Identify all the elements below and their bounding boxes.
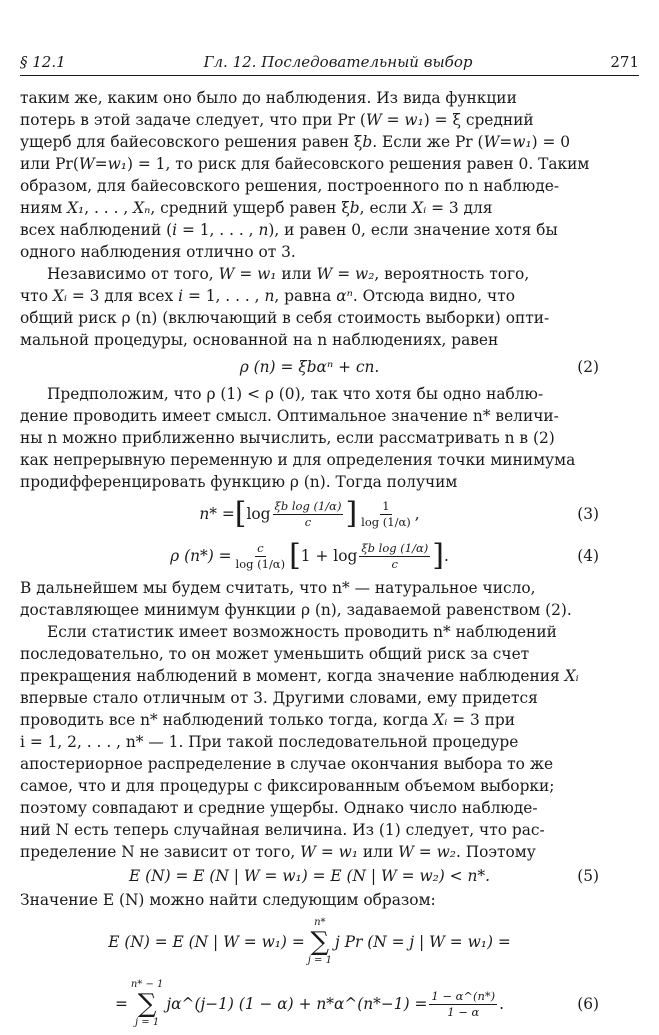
- equation-tag: (2): [577, 358, 599, 376]
- equation-lhs: ρ (n*) =: [170, 547, 232, 565]
- fraction-denominator: 1 − α: [447, 1004, 480, 1019]
- text-line: Значение E (N) можно найти следующим образом:: [20, 891, 436, 909]
- equation-tag: (5): [577, 867, 599, 885]
- equation-6-line-1: [20, 911, 599, 973]
- fraction-denominator: log (1/α): [235, 556, 286, 571]
- fraction: [359, 541, 430, 572]
- fraction-numerator: 1: [382, 498, 390, 513]
- paragraph-5: [20, 621, 599, 863]
- equation-6-line-2: [20, 973, 599, 1035]
- equation-rhs: j Pr (N = j | W = w₁) =: [334, 933, 511, 951]
- text-line: дение проводить имеет смысл. Оптимальное значение n* величи-: [20, 407, 559, 425]
- fraction: [429, 989, 497, 1020]
- text-line: как непрерывную переменную и для определения точки минимума: [20, 451, 576, 469]
- equation-lhs: E (N) = E (N | W = w₁) =: [108, 933, 305, 951]
- text-line: Если статистик имеет возможность проводить n* наблюдений: [47, 623, 557, 641]
- equation-punct: ,: [414, 505, 420, 523]
- right-bracket: ]: [432, 538, 444, 573]
- paragraph-1: [20, 87, 599, 263]
- summation: [308, 917, 332, 967]
- text-line: одного наблюдения отлично от 3.: [20, 243, 296, 261]
- equation-tag: (6): [577, 995, 599, 1013]
- fraction-denominator: c: [391, 556, 398, 571]
- summation: [131, 979, 164, 1029]
- page-body: [20, 87, 599, 1035]
- paragraph-6: [20, 889, 599, 911]
- text-line: мальной процедуры, основанной на n наблюдениях, равен: [20, 331, 499, 349]
- paragraph-4: [20, 577, 599, 621]
- equation-tag: (3): [577, 505, 599, 523]
- text-line: поэтому совпадают и средние ущербы. Однако число наблюде-: [20, 799, 538, 817]
- header-rule: [20, 75, 639, 76]
- left-bracket: [: [234, 496, 247, 531]
- equation-lhs: n* =: [199, 505, 235, 523]
- text-line: прекращения наблюдений в момент, когда значение наблюдения Xᵢ: [20, 667, 579, 685]
- text-line: что Xᵢ = 3 для всех i = 1, . . . , n, равна αⁿ. Отсюда видно, что: [20, 287, 515, 305]
- sigma-symbol: ∑: [137, 989, 157, 1019]
- fraction-denominator: c: [304, 514, 312, 529]
- text-line: самое, что и для процедуры с фиксированным объемом выборки;: [20, 777, 555, 795]
- fraction: [359, 499, 413, 530]
- fraction: [273, 499, 344, 530]
- left-bracket: [: [289, 538, 301, 573]
- page-number: 271: [610, 53, 639, 71]
- text-line: доставляющее минимум функции ρ (n), задаваемой равенством (2).: [20, 601, 572, 619]
- text-line: таким же, каким оно было до наблюдения. Из вида функции: [20, 89, 517, 107]
- equation-expression: ρ (n) = ξbαⁿ + cn.: [239, 358, 380, 376]
- text-line: потерь в этой задаче следует, что при Pr (W = w₁) = ξ средний: [20, 111, 534, 129]
- fraction-numerator: 1 − α^(n*): [431, 988, 496, 1003]
- text-line: проводить все n* наблюдений только тогда, когда Xᵢ = 3 при: [20, 711, 516, 729]
- paragraph-3: [20, 383, 599, 493]
- sigma-symbol: ∑: [310, 927, 330, 957]
- text-line: i = 1, 2, . . . , n* — 1. При такой последовательной процедуре: [20, 733, 519, 751]
- text-line: впервые стало отличным от 3. Другими словами, ему придется: [20, 689, 538, 707]
- text-line: или Pr(W=w₁) = 1, то риск для байесовского решения равен 0. Таким: [20, 155, 590, 173]
- running-title: Гл. 12. Последовательный выбор: [203, 53, 473, 71]
- text-line: апостериорное распределение в случае окончания выбора то же: [20, 755, 554, 773]
- page-header: [20, 47, 639, 71]
- text-line: пределение N не зависит от того, W = w₁ или W = w₂. Поэтому: [20, 843, 536, 861]
- sum-upper-limit: n* − 1: [130, 979, 164, 990]
- text-line: В дальнейшем мы будем считать, что n* — натуральное число,: [20, 579, 536, 597]
- equation-tag: (4): [577, 547, 599, 565]
- text-line: всех наблюдений (i = 1, . . . , n), и равен 0, если значение хотя бы: [20, 221, 558, 239]
- equation-4: [20, 535, 599, 577]
- text-line: образом, для байесовского решения, построенного по n наблюде-: [20, 177, 560, 195]
- text-line: ущерб для байесовского решения равен ξb. Если же Pr (W=w₁) = 0: [20, 133, 571, 151]
- text-line: Предположим, что ρ (1) < ρ (0), так что хотя бы одно наблю-: [47, 385, 544, 403]
- equation-5: [20, 863, 599, 889]
- text-line: ниям X₁, . . . , Xₙ, средний ущерб равен ξb, если Xᵢ = 3 для: [20, 199, 493, 217]
- section-number: § 12.1: [20, 53, 66, 71]
- equation-punct: .: [499, 995, 505, 1013]
- paragraph-2: [20, 263, 599, 351]
- fraction-numerator: c: [257, 540, 264, 555]
- equation-punct: .: [443, 547, 449, 565]
- log-operator: log: [246, 505, 271, 523]
- equation-2: [20, 351, 599, 383]
- text-line: ны n можно приближенно вычислить, если рассматривать n в (2): [20, 429, 555, 447]
- sum-lower-limit: j = 1: [135, 1017, 160, 1028]
- equals-sign: =: [114, 995, 128, 1013]
- text-line: общий риск ρ (n) (включающий в себя стоимость выборки) опти-: [20, 309, 550, 327]
- fraction-denominator: log (1/α): [361, 514, 411, 529]
- fraction-numerator: ξb log (1/α): [274, 498, 342, 513]
- fraction-numerator: ξb log (1/α): [361, 540, 429, 555]
- equation-inner: 1 + log: [300, 547, 358, 565]
- text-line: последовательно, то он может уменьшить общий риск за счет: [20, 645, 530, 663]
- sum-upper-limit: n*: [314, 917, 326, 928]
- sum-lower-limit: j = 1: [307, 955, 332, 966]
- text-line: ний N есть теперь случайная величина. Из (1) следует, что рас-: [20, 821, 545, 839]
- right-bracket: ]: [345, 496, 358, 531]
- text-line: Независимо от того, W = w₁ или W = w₂, вероятность того,: [47, 265, 530, 283]
- equation-expression: E (N) = E (N | W = w₁) = E (N | W = w₂) < n*.: [129, 867, 490, 885]
- equation-3: [20, 493, 599, 535]
- fraction: [234, 541, 288, 572]
- text-line: продифференцировать функцию ρ (n). Тогда получим: [20, 473, 458, 491]
- equation-mid: jα^(j−1) (1 − α) + n*α^(n*−1) =: [166, 995, 428, 1013]
